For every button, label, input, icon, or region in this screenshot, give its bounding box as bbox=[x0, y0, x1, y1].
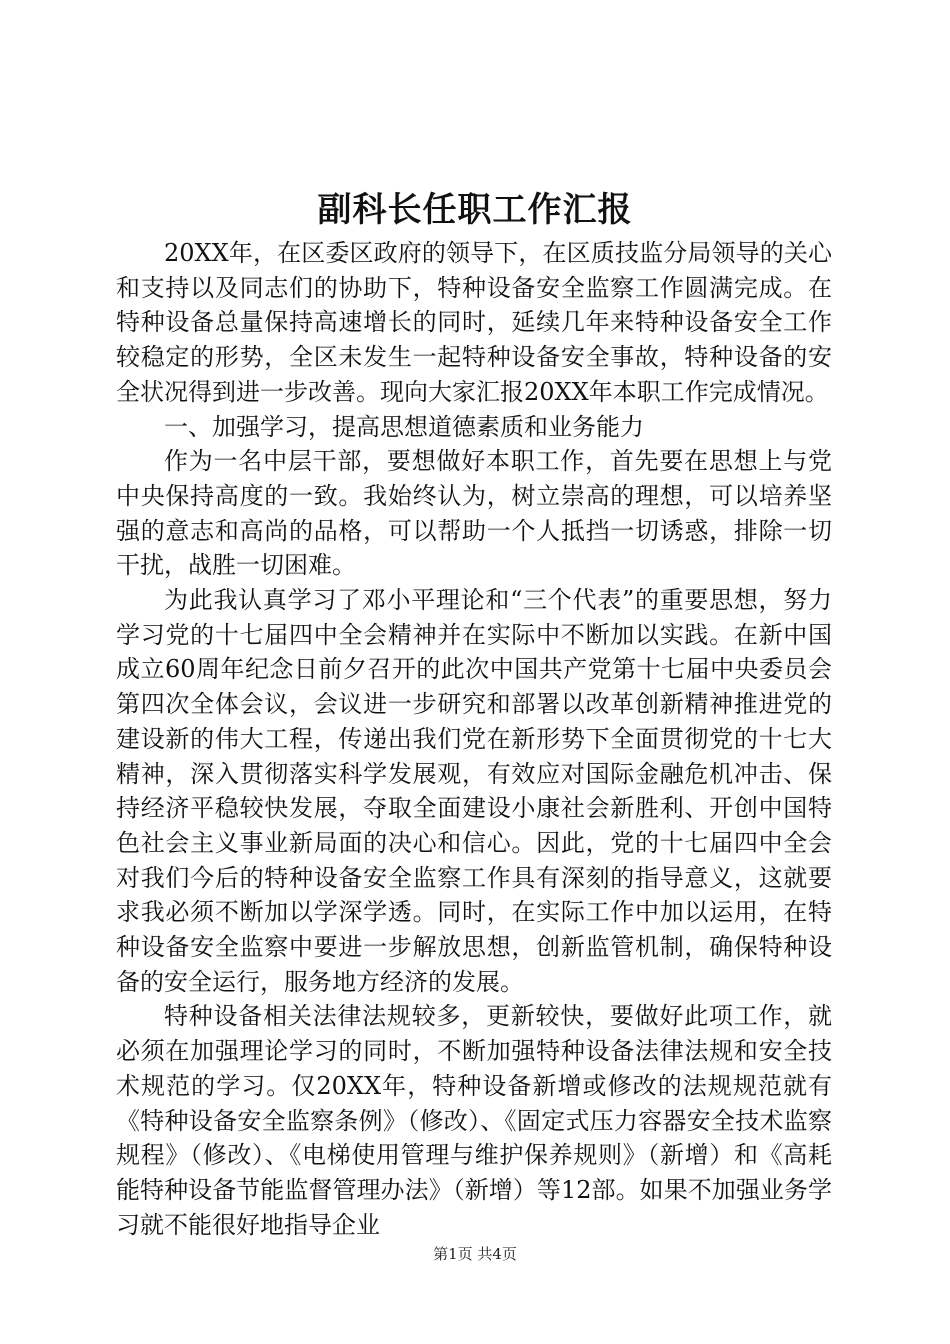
page-title: 副科长任职工作汇报 bbox=[317, 190, 633, 230]
paragraph-study: 为此我认真学习了邓小平理论和“三个代表”的重要思想，努力学习党的十七届四中全会精神并在实际中不断加以实践。在新中国成立60周年纪念日前夕召开的此次中国共产党第十七届中央委员会第四次全体会议，会议进一步研究和部署以改革创新精神推进党的建设新的伟大工程，传递出我们党在新形势下全面贯彻党的十七大精神，深入贯彻落实科学发展观，有效应对国际金融危机冲击、保持经济平稳较快发展，夺取全面建设小康社会新胜利、开创中国特色社会主义事业新局面的决心和信心。因此，党的十七届四中全会对我们今后的特种设备安全监察工作具有深刻的指导意义，这就要求我必须不断加以学深学透。同时，在实际工作中加以运用，在特种设备安全监察中要进一步解放思想，创新监管机制，确保特种设备的安全运行，服务地方经济的发展。 bbox=[116, 586, 832, 996]
paragraph-intro: 20XX年，在区委区政府的领导下，在区质技监分局领导的关心和支持以及同志们的协助下，特种设备安全监察工作圆满完成。在特种设备总量保持高速增长的同时，延续几年来特种设备安全工作较稳定的形势，全区未发生一起特种设备安全事故，特种设备的安全状况得到进一步改善。现向大家汇报20XX年本职工作完成情况。 bbox=[116, 239, 832, 406]
paragraph-ideology: 作为一名中层干部，要想做好本职工作，首先要在思想上与党中央保持高度的一致。我始终认为，树立崇高的理想，可以培养坚强的意志和高尚的品格，可以帮助一个人抵挡一切诱惑，排除一切干扰，战胜一切困难。 bbox=[116, 447, 832, 580]
document-body bbox=[116, 236, 832, 1242]
section-heading-1: 一、加强学习，提高思想道德素质和业务能力 bbox=[164, 412, 644, 441]
page-footer: 第1页 共4页 bbox=[433, 1245, 517, 1263]
paragraph-regulations: 特种设备相关法律法规较多，更新较快，要做好此项工作，就必须在加强理论学习的同时，不断加强特种设备法律法规和安全技术规范的学习。仅20XX年，特种设备新增或修改的法规规范就有《特种设备安全监察条例》（修改）、《固定式压力容器安全技术监察规程》（修改）、《电梯使用管理与维护保养规则》（新增）和《高耗能特种设备节能监督管理办法》（新增）等12部。如果不加强业务学习就不能很好地指导企业 bbox=[116, 1002, 832, 1239]
